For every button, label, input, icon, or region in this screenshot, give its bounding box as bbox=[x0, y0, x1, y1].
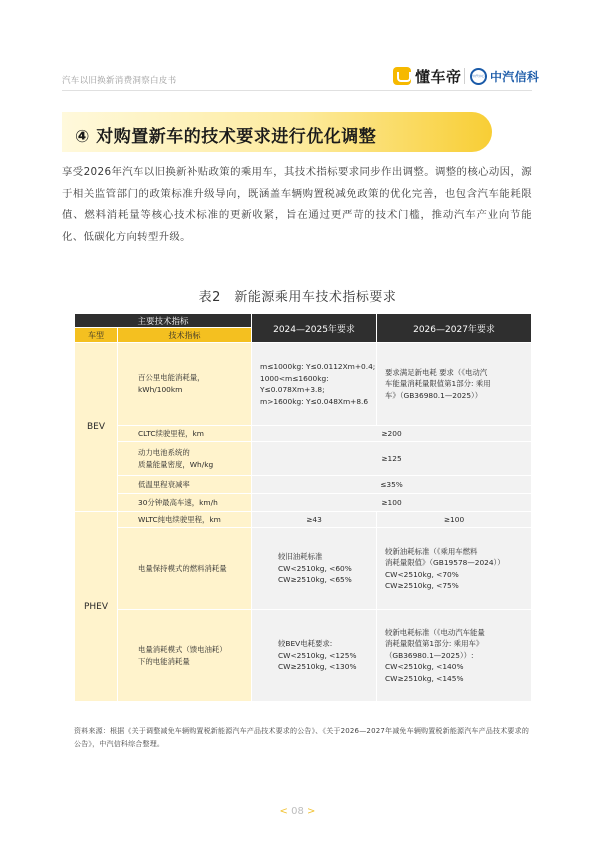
dongchedi-logo-text: 懂车帝 bbox=[415, 67, 462, 86]
table-header-row bbox=[75, 314, 532, 328]
page-number bbox=[0, 806, 595, 817]
zhongqi-xinke-logo bbox=[470, 66, 539, 86]
table-source-note: 资料来源：根据《关于调整减免车辆购置税新能源汽车产品技术要求的公告》、《关于2026—2027年减免车辆购置税新能源汽车产品技术要求的公告》，中汽信科综合整理。 bbox=[74, 727, 530, 748]
bev-max-speed-label: 30分钟最高车速，km/h bbox=[118, 494, 252, 512]
phev-wltc-range-2026: ≥100 bbox=[377, 512, 532, 528]
phev-type-label: PHEV bbox=[75, 512, 118, 702]
dongchedi-logo-icon bbox=[393, 67, 411, 85]
bev-cltc-range-label: CLTC续驶里程，km bbox=[118, 426, 252, 442]
chevron-right-icon: > bbox=[307, 806, 316, 817]
phev-wltc-range-2024: ≥43 bbox=[252, 512, 377, 528]
table-row bbox=[75, 512, 532, 528]
bev-energy-consumption-2024: m≤1000kg: Y≤0.0112Xm+0.4; 1000<m≤1600kg: Y≤0.078Xm+3.8; m>1600kg: Y≤0.048Xm+8.6 bbox=[252, 343, 377, 426]
bev-energy-density-label: 动力电池系统的 质量能量密度，Wh/kg bbox=[118, 442, 252, 476]
header-2026-2027: 2026—2027年要求 bbox=[377, 314, 532, 343]
zhongqi-logo-text: 中汽信科 bbox=[490, 69, 540, 84]
phev-fuel-consumption-2024: 较旧油耗标准 CW<2510kg, <60% CW≥2510kg, <65% bbox=[252, 528, 377, 610]
header-main-indicator: 主要技术指标 bbox=[75, 314, 252, 328]
bev-cltc-range-value: ≥200 bbox=[252, 426, 532, 442]
bev-energy-consumption-label: 百公里电能消耗量， kWh/100km bbox=[118, 343, 252, 426]
table-title: 表2 新能源乘用车技术指标要求 bbox=[198, 290, 397, 305]
bev-low-temp-decay-value: ≤35% bbox=[252, 476, 532, 494]
phev-charge-depleting-label: 电量消耗模式（馈电油耗） 下的电能消耗量 bbox=[118, 610, 252, 702]
header-2024-2025: 2024—2025年要求 bbox=[252, 314, 377, 343]
header-indicator: 技术指标 bbox=[118, 328, 252, 343]
bev-energy-density-value: ≥125 bbox=[252, 442, 532, 476]
dongchedi-logo bbox=[393, 66, 462, 86]
table-row bbox=[75, 426, 532, 442]
table-row bbox=[75, 528, 532, 610]
phev-fuel-consumption-2026: 较新油耗标准（《乘用车燃料 消耗量限值》（GB19578—2024）） CW<2510kg, <70% CW≥2510kg, <75% bbox=[377, 528, 532, 610]
page-number-value: 08 bbox=[291, 806, 304, 817]
table-row bbox=[75, 494, 532, 512]
phev-charge-depleting-2024: 较BEV电耗要求: CW<2510kg, <125% CW≥2510kg, <130% bbox=[252, 610, 377, 702]
phev-wltc-range-label: WLTC纯电续驶里程，km bbox=[118, 512, 252, 528]
spec-table bbox=[74, 313, 532, 702]
table-row bbox=[75, 343, 532, 426]
bev-energy-consumption-2026: 要求满足新电耗 要求（《电动汽 车能量消耗量限值第1部分: 乘用 车》（GB36980.1—2025）） bbox=[377, 343, 532, 426]
table-row bbox=[75, 442, 532, 476]
bev-type-label: BEV bbox=[75, 343, 118, 512]
logo-divider bbox=[464, 68, 465, 84]
zhongqi-logo-small-text: 中汽中心 bbox=[472, 74, 485, 78]
body-paragraph: 享受2026年汽车以旧换新补贴政策的乘用车，其技术指标要求同步作出调整。调整的核心动因，源于相关监管部门的政策标准升级导向，既涵盖车辆购置税减免政策的优化完善，也包含汽车能耗限值、燃料消耗量等核心技术标准的更新收紧，旨在通过更严苛的技术门槛，推动汽车产业向节能化、低碳化方向转型升级。 bbox=[62, 166, 532, 243]
table-row bbox=[75, 476, 532, 494]
bev-max-speed-value: ≥100 bbox=[252, 494, 532, 512]
section-title: ④ 对购置新车的技术要求进行优化调整 bbox=[75, 127, 377, 147]
phev-fuel-consumption-label: 电量保持模式的燃料消耗量 bbox=[118, 528, 252, 610]
phev-charge-depleting-2026: 较新电耗标准（《电动汽车能量 消耗量限值第1部分: 乘用车》 （GB36980.1—2025））: CW<2510kg, <140% CW≥2510kg, <145% bbox=[377, 610, 532, 702]
header-vehicle-type: 车型 bbox=[75, 328, 118, 343]
header-doc-title: 汽车以旧换新消费洞察白皮书 bbox=[62, 76, 177, 86]
header-divider bbox=[62, 90, 532, 91]
chevron-left-icon: < bbox=[279, 806, 288, 817]
bev-low-temp-decay-label: 低温里程衰减率 bbox=[118, 476, 252, 494]
zhongqi-logo-icon bbox=[470, 68, 487, 85]
table-row bbox=[75, 610, 532, 702]
